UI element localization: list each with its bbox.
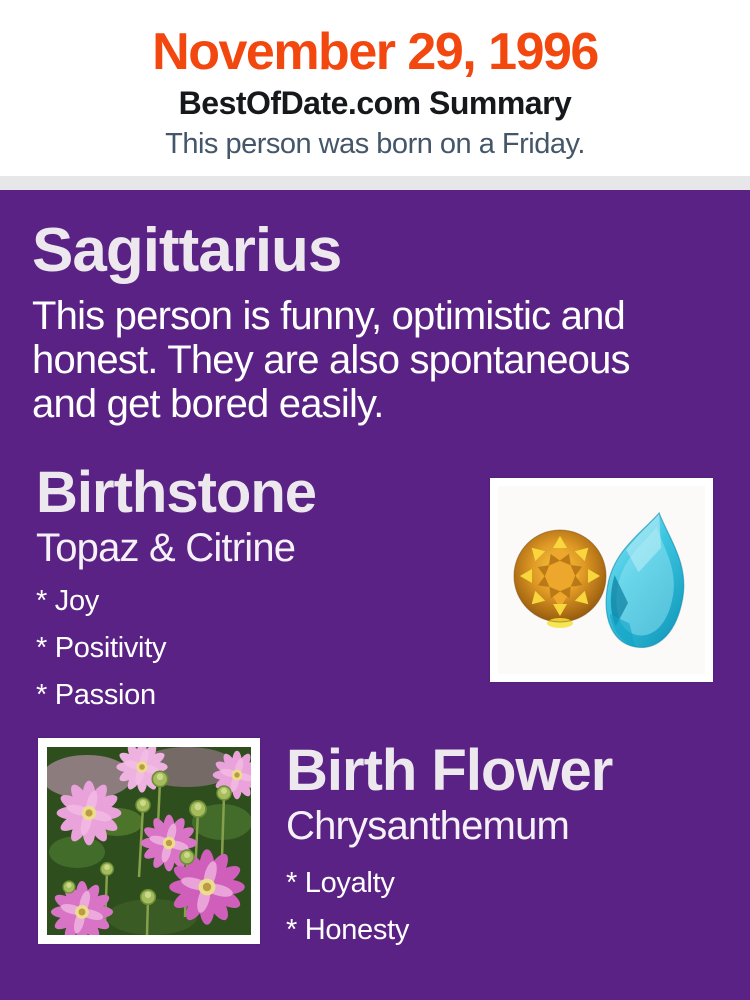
birth-flower-image	[38, 738, 260, 944]
birth-flower-section	[286, 740, 612, 962]
birthstone-traits-list	[36, 586, 472, 710]
birthstone-section	[32, 462, 472, 710]
site-summary-title: BestOfDate.com Summary	[178, 85, 572, 121]
birth-flower-traits-list	[286, 868, 612, 945]
birthstone-trait: * Passion	[36, 679, 156, 711]
header-divider	[0, 176, 750, 190]
birth-flower-name: Chrysanthemum	[286, 804, 570, 848]
chrysanthemum-illustration	[47, 747, 251, 935]
summary-panel	[0, 190, 750, 1000]
birthstone-names: Topaz & Citrine	[36, 526, 296, 570]
birthstone-title: Birthstone	[36, 460, 316, 525]
birthstone-trait: * Joy	[36, 585, 99, 617]
zodiac-description: This person is funny, optimistic and honest. They are also spontaneous and get bored easily.	[32, 294, 630, 426]
birth-flower-title: Birth Flower	[286, 738, 613, 803]
zodiac-title: Sagittarius	[32, 216, 342, 285]
birth-flower-trait: * Honesty	[286, 914, 410, 946]
born-day-note: This person was born on a Friday.	[165, 128, 585, 160]
date-title: November 29, 1996	[152, 23, 598, 81]
birthstone-image	[490, 478, 713, 682]
page-header	[0, 0, 750, 176]
gems-illustration	[498, 486, 705, 674]
birthstone-trait: * Positivity	[36, 632, 167, 664]
birth-flower-trait: * Loyalty	[286, 867, 395, 899]
